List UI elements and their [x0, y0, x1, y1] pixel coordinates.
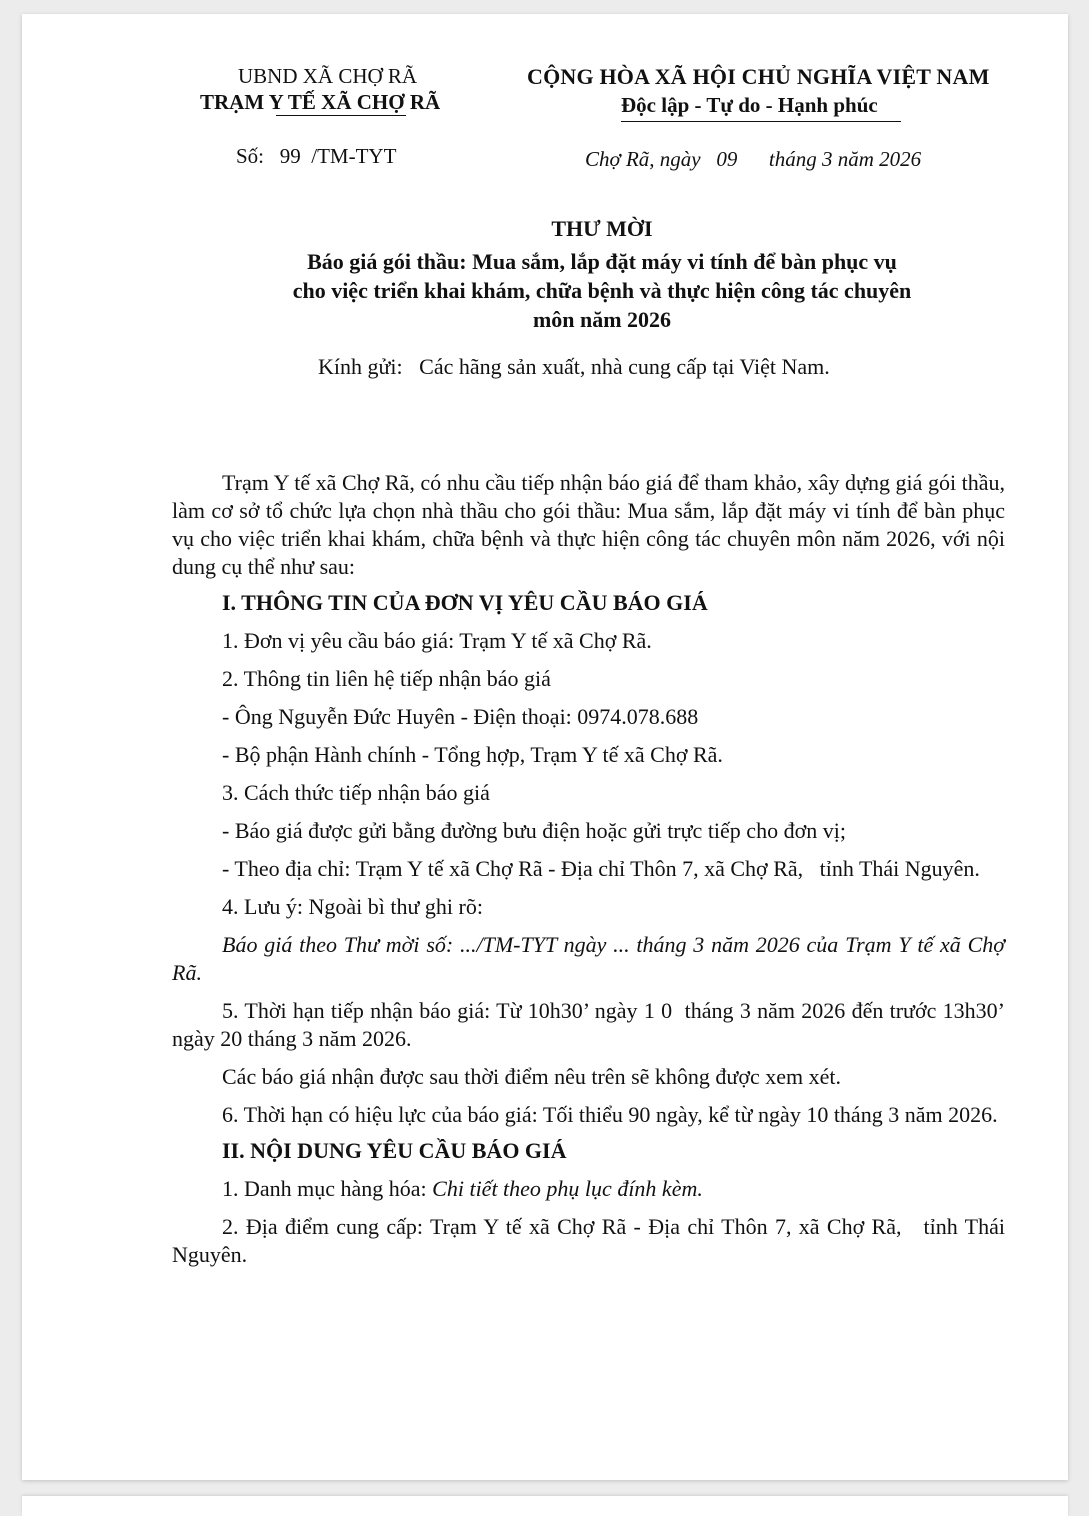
section-2-item-2: 2. Địa điểm cung cấp: Trạm Y tế xã Chợ Rã - Địa chỉ Thôn 7, xã Chợ Rã, tỉnh Thái Nguyên.: [172, 1214, 1011, 1267]
contact-person: - Ông Nguyễn Đức Huyên - Điện thoại: 0974.078.688: [222, 704, 699, 729]
issuing-authority: UBND XÃ CHỢ RÃ: [238, 64, 418, 88]
goods-list-detail: Chi tiết theo phụ lục đính kèm.: [432, 1176, 703, 1201]
section-1-heading: I. THÔNG TIN CỦA ĐƠN VỊ YÊU CẦU BÁO GIÁ: [222, 590, 708, 615]
section-1-item-2: 2. Thông tin liên hệ tiếp nhận báo giá: [222, 666, 551, 691]
contact-department: - Bộ phận Hành chính - Tổng hợp, Trạm Y tế xã Chợ Rã.: [222, 742, 723, 767]
national-motto: Độc lập - Tự do - Hạnh phúc: [621, 93, 878, 117]
motto-underline: [621, 121, 901, 122]
envelope-note: Báo giá theo Thư mời số: .../TM-TYT ngày ... tháng 3 năm 2026 của Trạm Y tế xã Chợ Rã.: [172, 932, 1005, 985]
subject-line-2: cho việc triển khai khám, chữa bệnh và thực hiện công tác chuyên: [292, 278, 912, 303]
document-date: Chợ Rã, ngày 09 tháng 3 năm 2026: [585, 147, 922, 171]
document-title: THƯ MỜI: [551, 216, 653, 241]
section-2-item-1: [172, 1175, 1005, 1203]
section-1-item-6: 6. Thời hạn có hiệu lực của báo giá: Tối thiểu 90 ngày, kể từ ngày 10 tháng 3 năm 2026.: [222, 1102, 998, 1127]
issuing-organization: TRẠM Y TẾ XÃ CHỢ RÃ: [200, 90, 441, 114]
section-1-item-1: 1. Đơn vị yêu cầu báo giá: Trạm Y tế xã Chợ Rã.: [222, 628, 652, 653]
late-submission-note: Các báo giá nhận được sau thời điểm nêu trên sẽ không được xem xét.: [222, 1064, 841, 1089]
subject-line-3: môn năm 2026: [532, 307, 672, 332]
intro-paragraph: Trạm Y tế xã Chợ Rã, có nhu cầu tiếp nhận báo giá để tham khảo, xây dựng giá gói thầu, làm cơ sở tổ chức lựa chọn nhà thầu cho gói thầu: Mua sắm, lắp đặt máy vi tính để bàn phục vụ cho việc triển khai khám, chữa bệnh và thực hiện công tác chuyên môn năm 2026, với nội dung cụ thể như sau:: [172, 470, 1005, 579]
submission-address: - Theo địa chỉ: Trạm Y tế xã Chợ Rã - Địa chỉ Thôn 7, xã Chợ Rã, tỉnh Thái Nguyên.: [222, 856, 980, 881]
document-body: [172, 469, 1011, 1269]
section-1-item-3: 3. Cách thức tiếp nhận báo giá: [222, 780, 490, 805]
subject-line-1: Báo giá gói thầu: Mua sắm, lắp đặt máy vi tính để bàn phục vụ: [307, 249, 897, 274]
national-title: CỘNG HÒA XÃ HỘI CHỦ NGHĨA VIỆT NAM: [527, 64, 990, 89]
section-2-heading: II. NỘI DUNG YÊU CẦU BÁO GIÁ: [222, 1138, 567, 1163]
next-page-edge: [22, 1496, 1068, 1516]
document-page: [22, 14, 1068, 1480]
submission-method: - Báo giá được gửi bằng đường bưu điện hoặc gửi trực tiếp cho đơn vị;: [222, 818, 846, 843]
recipient-line: Kính gửi: Các hãng sản xuất, nhà cung cấp tại Việt Nam.: [318, 354, 830, 379]
section-1-item-5: 5. Thời hạn tiếp nhận báo giá: Từ 10h30’ ngày 1 0 tháng 3 năm 2026 đến trước 13h30’ ngày 20 tháng 3 năm 2026.: [172, 998, 1011, 1051]
document-number: Số: 99 /TM-TYT: [236, 144, 397, 168]
goods-list-label: 1. Danh mục hàng hóa:: [222, 1176, 433, 1201]
section-1-item-4: 4. Lưu ý: Ngoài bì thư ghi rõ:: [222, 894, 483, 919]
document-subject: [142, 247, 1062, 334]
org-underline: [276, 115, 406, 116]
